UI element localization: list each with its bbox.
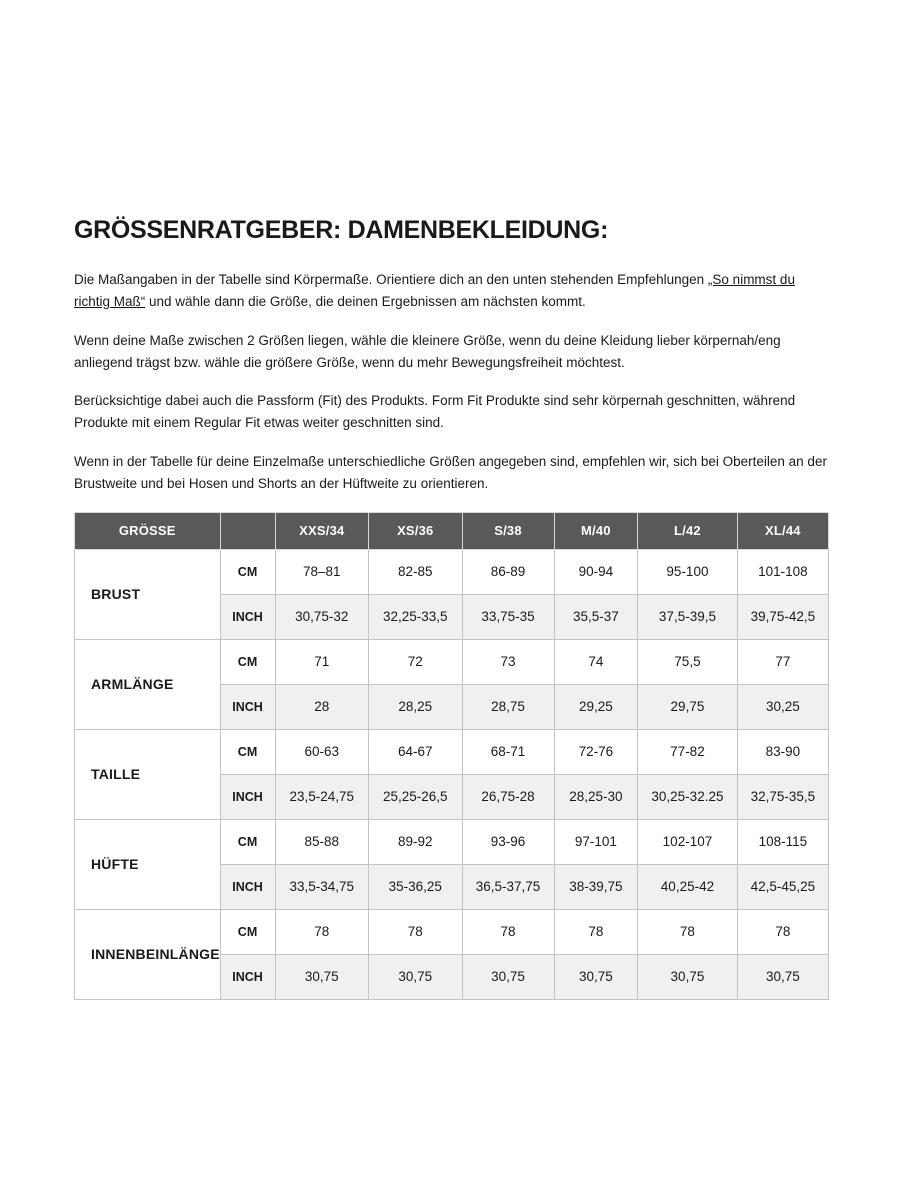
value-cell: 30,75 [275,954,368,999]
unit-cell-cm: CM [220,909,275,954]
value-cell: 78 [638,909,738,954]
value-cell: 78 [554,909,638,954]
unit-cell-cm: CM [220,729,275,774]
table-row [75,819,829,864]
intro-paragraph-4: Wenn in der Tabelle für deine Einzelmaße unterschiedliche Größen angegeben sind, empfehlen wir, sich bei Oberteilen an der Brustweite und bei Hosen und Shorts an der Hüftweite zu orientieren. [74,454,827,492]
measurement-group-brust [75,549,829,639]
value-cell: 73 [462,639,554,684]
intro-paragraph-1-post: und wähle dann die Größe, die deinen Ergebnissen am nächsten kommt. [145,293,586,309]
value-cell: 74 [554,639,638,684]
measurement-label-taille: TAILLE [75,729,221,819]
value-cell: 75,5 [638,639,738,684]
value-cell: 30,75 [462,954,554,999]
value-cell: 35,5-37 [554,594,638,639]
value-cell: 26,75-28 [462,774,554,819]
value-cell: 64-67 [369,729,462,774]
value-cell: 30,75 [554,954,638,999]
measurement-group-taille [75,729,829,819]
size-header-xl44: XL/44 [737,512,828,549]
size-header-xs36: XS/36 [369,512,462,549]
table-row [75,729,829,774]
value-cell: 78 [369,909,462,954]
value-cell: 32,75-35,5 [737,774,828,819]
value-cell: 86-89 [462,549,554,594]
value-cell: 35-36,25 [369,864,462,909]
table-row [75,639,829,684]
value-cell: 30,25-32.25 [638,774,738,819]
value-cell: 77 [737,639,828,684]
intro-paragraph-2: Wenn deine Maße zwischen 2 Größen liegen, wähle die kleinere Größe, wenn du deine Kleidung lieber körpernah/eng anliegend trägst bzw. wähle die größere Größe, wenn du mehr Bewegungsfreiheit möchtest. [74,332,781,370]
value-cell: 89-92 [369,819,462,864]
value-cell: 108-115 [737,819,828,864]
value-cell: 102-107 [638,819,738,864]
value-cell: 33,5-34,75 [275,864,368,909]
value-cell: 68-71 [462,729,554,774]
value-cell: 83-90 [737,729,828,774]
unit-cell-inch: INCH [220,954,275,999]
size-chart-table [74,512,829,1000]
value-cell: 93-96 [462,819,554,864]
size-header-s38: S/38 [462,512,554,549]
value-cell: 25,25-26,5 [369,774,462,819]
size-header-xxs34: XXS/34 [275,512,368,549]
value-cell: 72 [369,639,462,684]
value-cell: 28 [275,684,368,729]
value-cell: 78–81 [275,549,368,594]
value-cell: 90-94 [554,549,638,594]
intro-paragraph-3: Berücksichtige dabei auch die Passform (Fit) des Produkts. Form Fit Produkte sind sehr körpernah geschnitten, während Produkte mit einem Regular Fit etwas weiter geschnitten sind. [74,393,796,431]
value-cell: 42,5-45,25 [737,864,828,909]
measuring-guide-link[interactable]: „So nimmst du richtig Maß“ [74,272,795,309]
value-cell: 30,75 [369,954,462,999]
value-cell: 60-63 [275,729,368,774]
value-cell: 30,25 [737,684,828,729]
unit-cell-inch: INCH [220,684,275,729]
measurement-group-armlaenge [75,639,829,729]
value-cell: 82-85 [369,549,462,594]
unit-cell-inch: INCH [220,594,275,639]
value-cell: 33,75-35 [462,594,554,639]
value-cell: 36,5-37,75 [462,864,554,909]
unit-cell-cm: CM [220,549,275,594]
page-title: GRÖSSENRATGEBER: DAMENBEKLEIDUNG: [74,216,609,244]
value-cell: 23,5-24,75 [275,774,368,819]
unit-cell-inch: INCH [220,774,275,819]
measurement-group-huefte [75,819,829,909]
intro-paragraph-1-pre: Die Maßangaben in der Tabelle sind Körpermaße. Orientiere dich an den unten stehenden Empfehlungen [74,272,708,287]
measurement-label-innenbeinlaenge: INNENBEINLÄNGE [75,909,221,999]
value-cell: 30,75 [737,954,828,999]
value-cell: 97-101 [554,819,638,864]
value-cell: 71 [275,639,368,684]
measurement-label-huefte: HÜFTE [75,819,221,909]
measurement-group-innenbeinlaenge [75,909,829,999]
value-cell: 40,25-42 [638,864,738,909]
value-cell: 28,25 [369,684,462,729]
measurement-label-armlaenge: ARMLÄNGE [75,639,221,729]
value-cell: 29,75 [638,684,738,729]
value-cell: 78 [462,909,554,954]
value-cell: 85-88 [275,819,368,864]
value-cell: 78 [737,909,828,954]
value-cell: 29,25 [554,684,638,729]
unit-cell-cm: CM [220,639,275,684]
intro-paragraph-1 [74,269,829,313]
table-row [75,909,829,954]
table-row [75,549,829,594]
measurement-label-brust: BRUST [75,549,221,639]
size-header-l42: L/42 [638,512,738,549]
value-cell: 28,25-30 [554,774,638,819]
value-cell: 30,75 [638,954,738,999]
value-cell: 37,5-39,5 [638,594,738,639]
value-cell: 101-108 [737,549,828,594]
size-header-label: GRÖSSE [75,512,221,549]
value-cell: 30,75-32 [275,594,368,639]
size-header-unit-spacer [220,512,275,549]
size-header-m40: M/40 [554,512,638,549]
value-cell: 95-100 [638,549,738,594]
value-cell: 28,75 [462,684,554,729]
value-cell: 38-39,75 [554,864,638,909]
value-cell: 32,25-33,5 [369,594,462,639]
value-cell: 77-82 [638,729,738,774]
value-cell: 72-76 [554,729,638,774]
size-guide-content [74,216,829,1000]
value-cell: 78 [275,909,368,954]
unit-cell-cm: CM [220,819,275,864]
value-cell: 39,75-42,5 [737,594,828,639]
unit-cell-inch: INCH [220,864,275,909]
size-header-row [75,512,829,549]
